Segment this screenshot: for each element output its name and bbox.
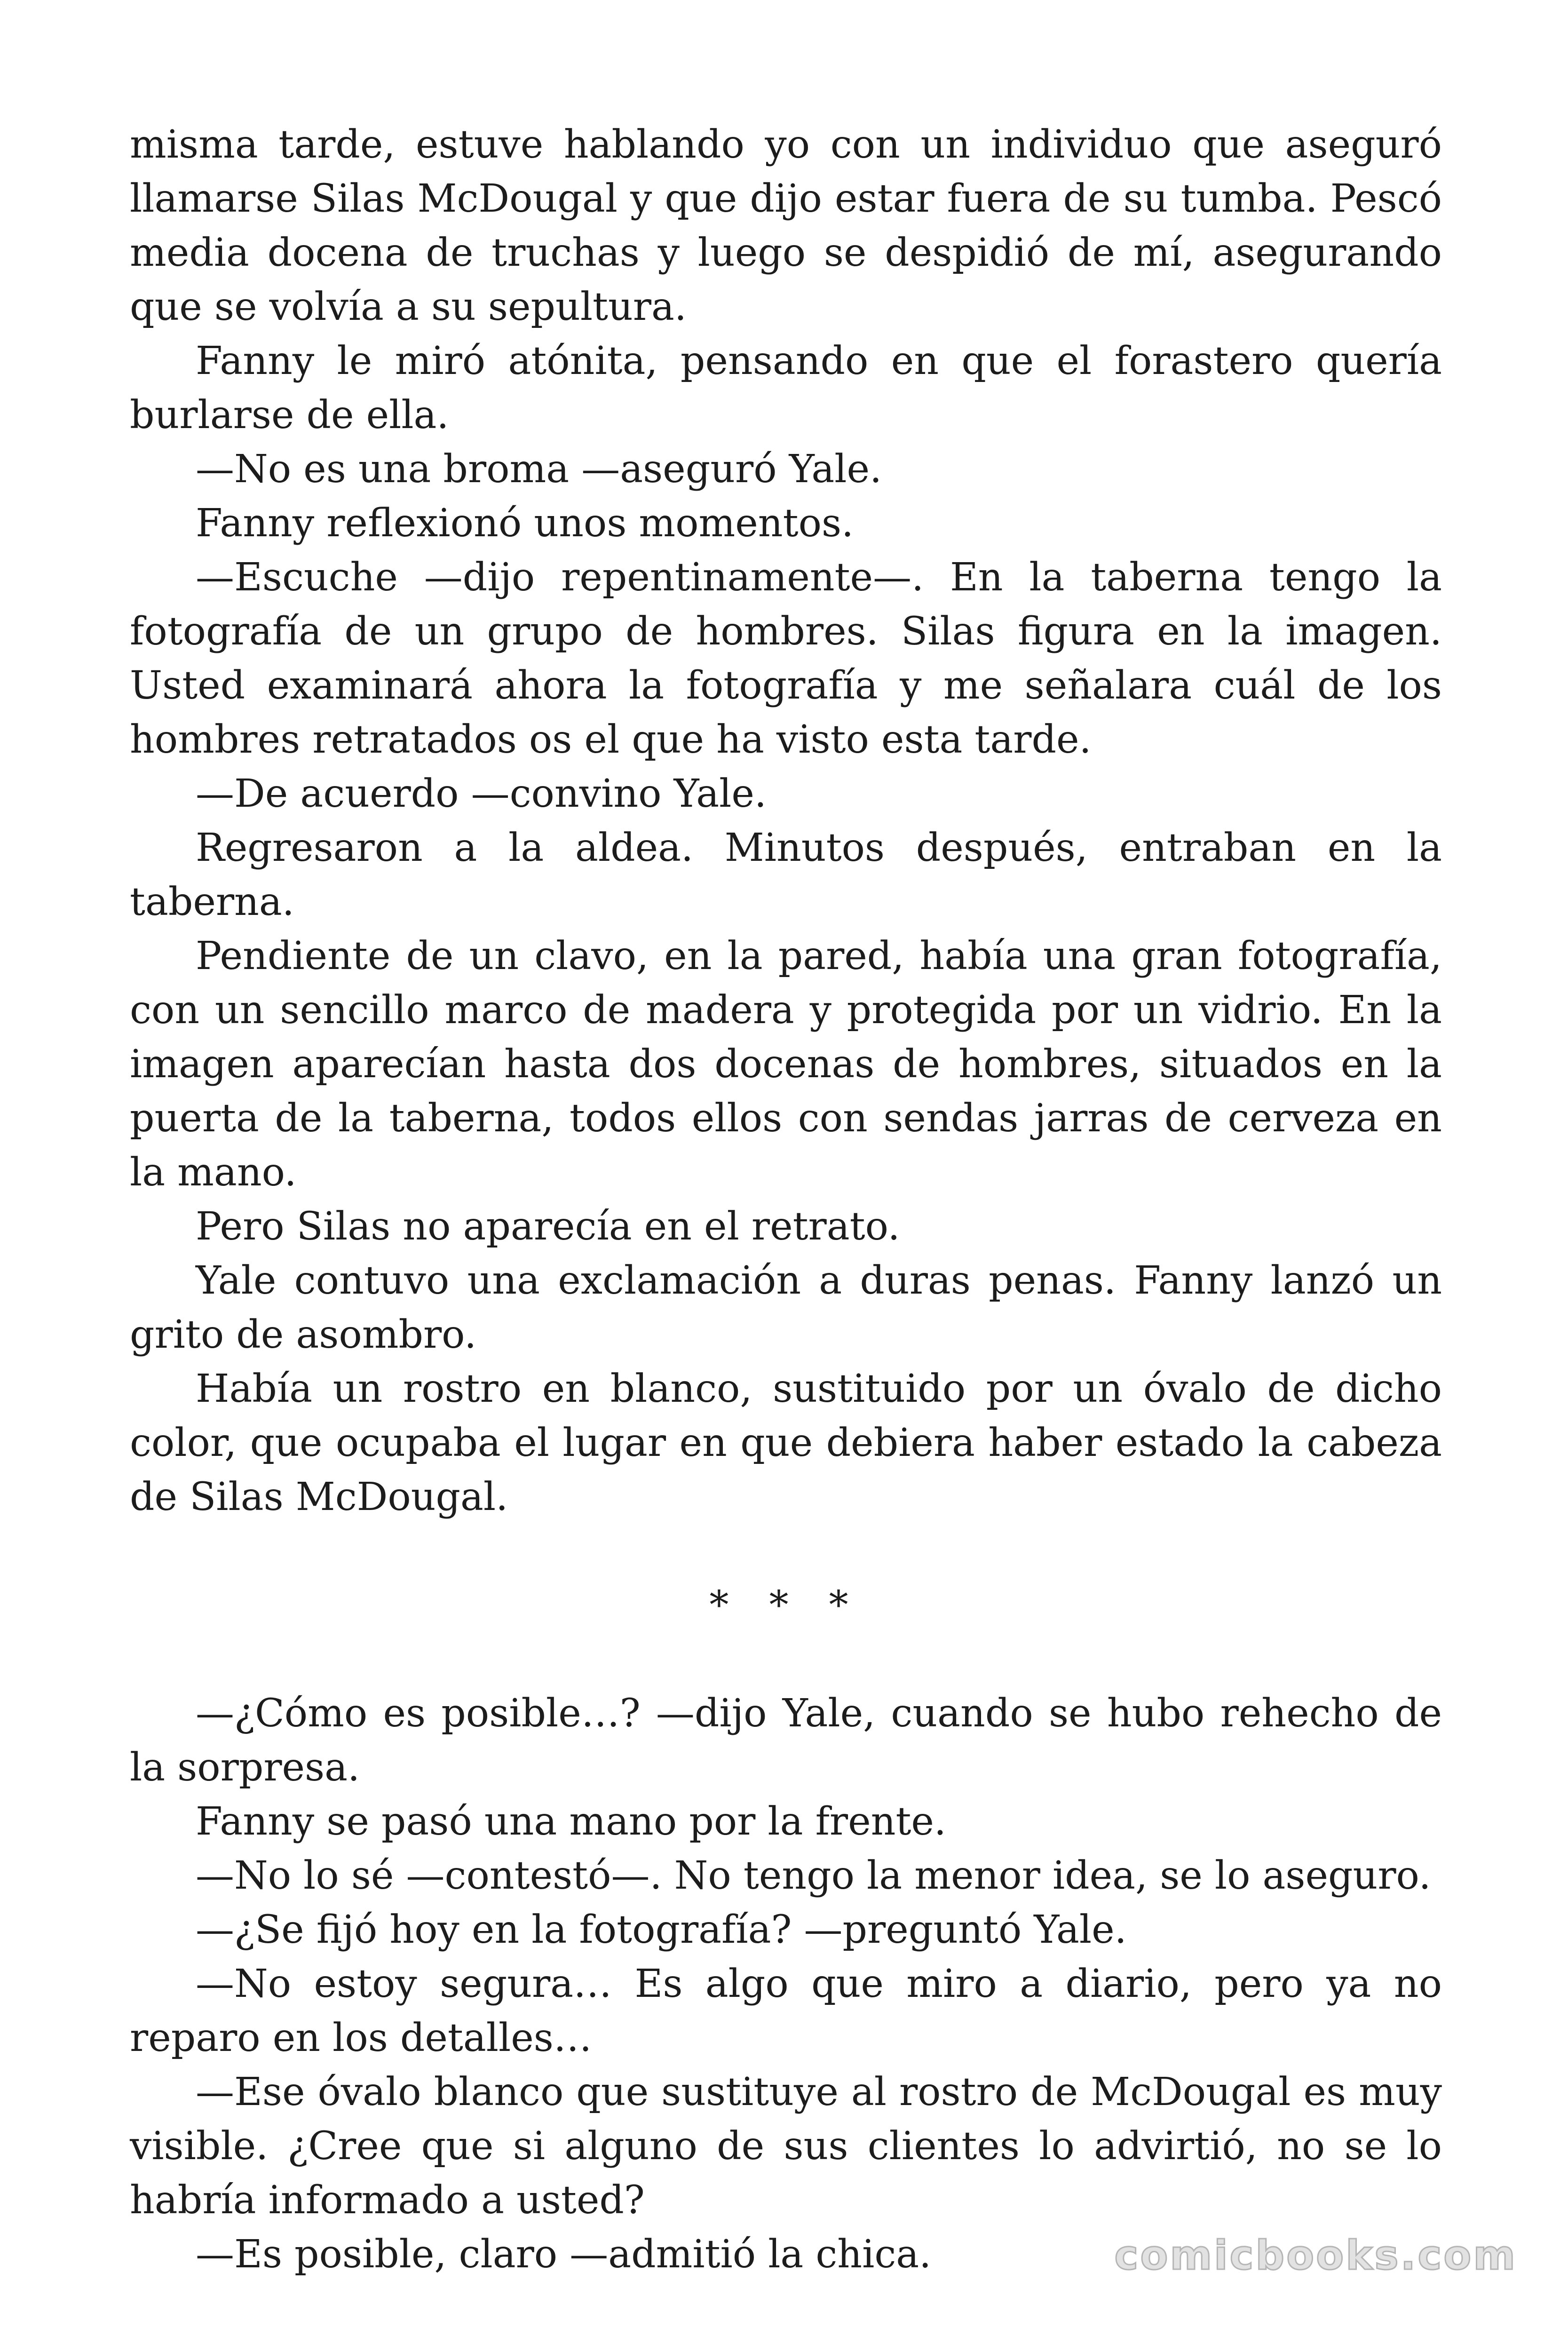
paragraph: —No es una broma —aseguró Yale.	[196, 447, 882, 492]
paragraph: Fanny le miró atónita, pensando en que el forastero quería burlarse de ella.	[130, 339, 1442, 437]
body-text	[130, 118, 1442, 2281]
watermark: comicbooks.com	[1114, 2232, 1517, 2279]
paragraph: —¿Cómo es posible…? —dijo Yale, cuando se hubo rehecho de la sorpresa.	[130, 1691, 1442, 1790]
paragraph: —De acuerdo —convino Yale.	[196, 771, 767, 816]
paragraph: Pero Silas no aparecía en el retrato.	[196, 1204, 900, 1249]
paragraph: —Escuche —dijo repentinamente—. En la taberna tengo la fotografía de un grupo de hombres. Silas figura en la imagen. Usted examinará ahora la fotografía y me señalara cuál de los hombres retratados os el que ha visto esta tarde.	[130, 555, 1442, 762]
paragraph: Pendiente de un clavo, en la pared, había una gran fotografía, con un sencillo marco de madera y protegida por un vidrio. En la imagen aparecían hasta dos docenas de hombres, situados en la puerta de la taberna, todos ellos con sendas jarras de cerveza en la mano.	[130, 934, 1442, 1195]
paragraph: —Ese óvalo blanco que sustituye al rostro de McDougal es muy visible. ¿Cree que si alguno de sus clientes lo advirtió, no se lo habría informado a usted?	[130, 2070, 1442, 2223]
paragraph: —¿Se fijó hoy en la fotografía? —preguntó Yale.	[196, 1907, 1127, 1952]
paragraph: —Es posible, claro —admitió la chica.	[196, 2232, 932, 2277]
section-break: * * *	[709, 1583, 863, 1628]
paragraph: —No estoy segura… Es algo que miro a diario, pero ya no reparo en los detalles…	[130, 1962, 1442, 2060]
paragraph: Regresaron a la aldea. Minutos después, entraban en la taberna.	[130, 826, 1442, 924]
paragraph: Fanny reflexionó unos momentos.	[196, 501, 854, 546]
paragraph: Fanny se pasó una mano por la frente.	[196, 1799, 946, 1844]
paragraph-continuation: misma tarde, estuve hablando yo con un individuo que aseguró llamarse Silas McDougal y que dijo estar fuera de su tumba. Pescó media docena de truchas y luego se despidió de mí, asegurando que se volvía a su sepultura.	[130, 122, 1442, 329]
paragraph: Yale contuvo una exclamación a duras penas. Fanny lanzó un grito de asombro.	[130, 1258, 1442, 1357]
paragraph: Había un rostro en blanco, sustituido por un óvalo de dicho color, que ocupaba el lugar en que debiera haber estado la cabeza de Silas McDougal.	[130, 1367, 1442, 1519]
paragraph: —No lo sé —contestó—. No tengo la menor idea, se lo aseguro.	[196, 1853, 1431, 1898]
